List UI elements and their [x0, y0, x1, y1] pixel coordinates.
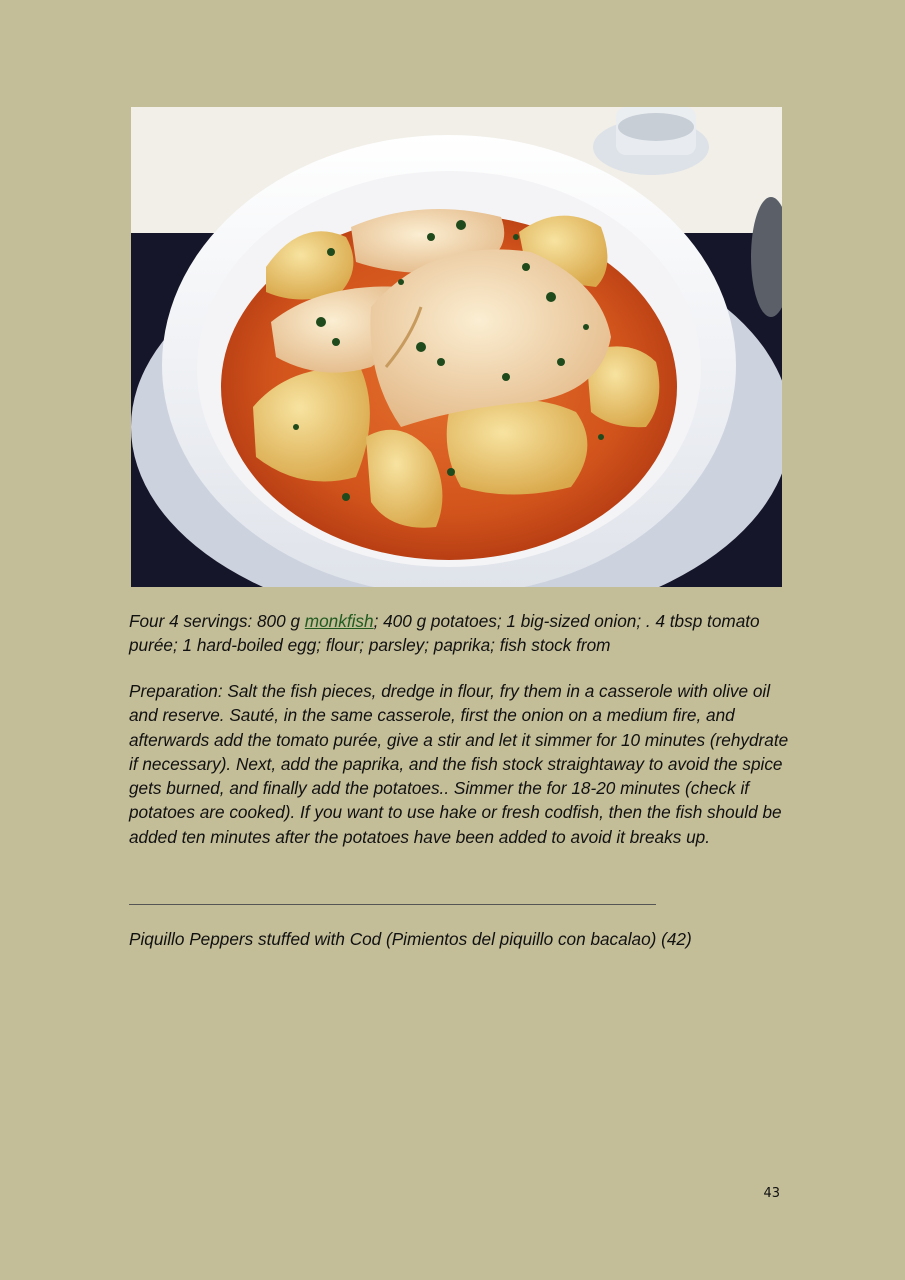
- section-divider: [129, 904, 656, 905]
- ingredients-prefix: Four 4 servings: 800 g: [129, 611, 305, 631]
- dish-photo: [131, 107, 782, 587]
- ingredients-text: [129, 609, 789, 658]
- preparation-text: Preparation: Salt the fish pieces, dredge in flour, fry them in a casserole with olive oil and reserve. Sauté, in the same casserole, first the onion on a medium fire, and afterwards add the tomato purée, give a stir and let it simmer for 10 minutes (rehydrate if necessary). Next, add the paprika, and the fish stock straightaway to avoid the spice gets burned, and finally add the potatoes.. Simmer the for 18-20 minutes (check if potatoes are cooked). If you want to use hake or fresh codfish, then the fish should be added ten minutes after the potatoes have been added to avoid it breaks up.: [129, 681, 789, 847]
- next-recipe-title: Piquillo Peppers stuffed with Cod (Pimientos del piquillo con bacalao) (42): [129, 929, 692, 949]
- page-number: 43: [763, 1186, 780, 1201]
- monkfish-link[interactable]: monkfish: [304, 611, 374, 631]
- ingredients-suffix: ; 400 g potatoes; 1 big-sized onion; . 4 tbsp tomato purée; 1 hard-boiled egg; flour; parsley; paprika; fish stock from: [129, 611, 760, 656]
